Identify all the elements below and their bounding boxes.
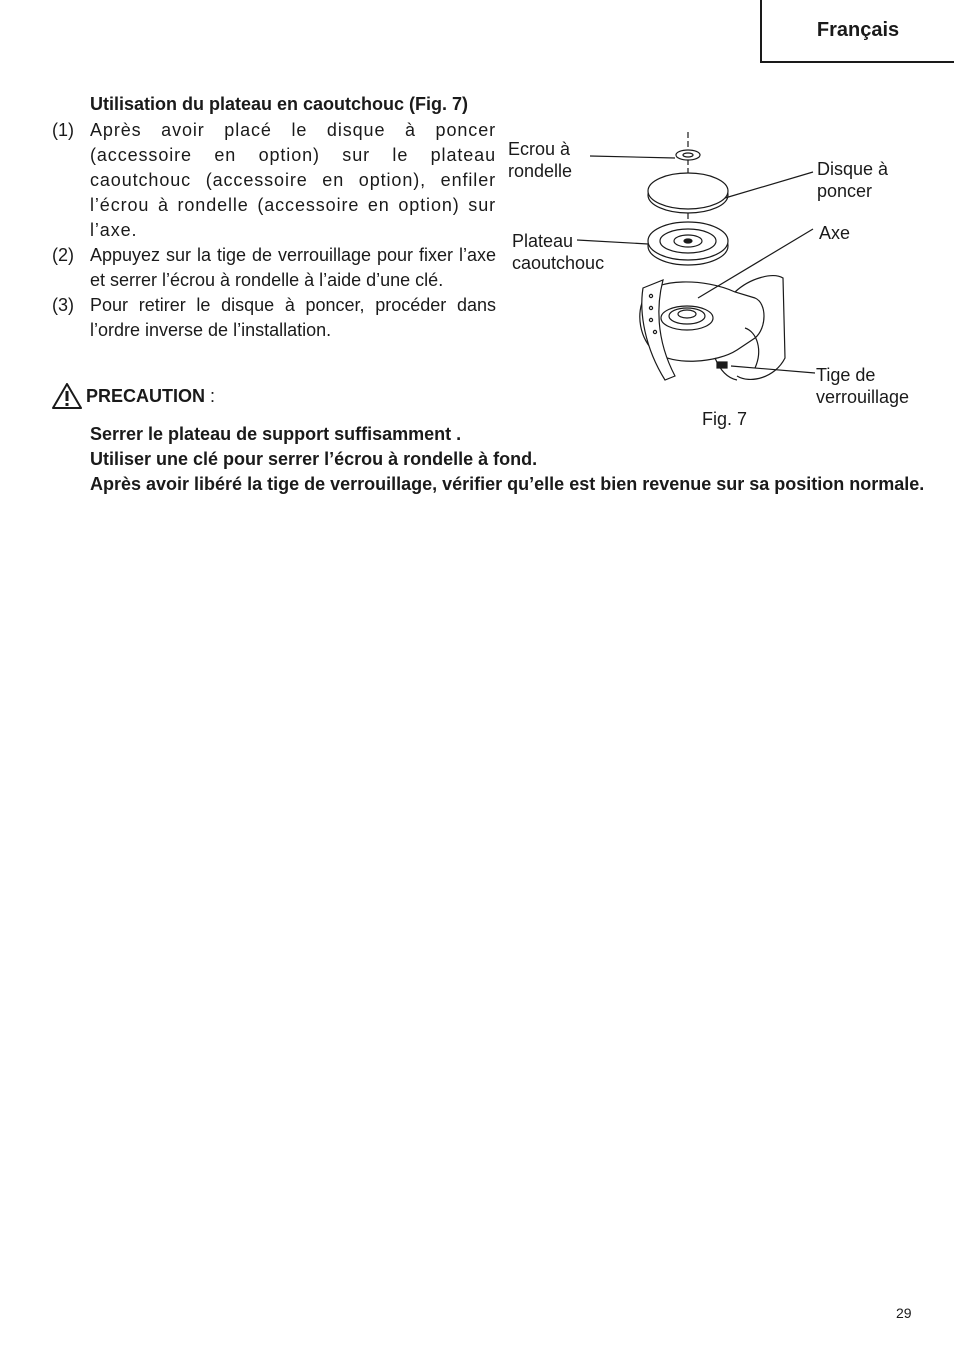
caution-line: Après avoir libéré la tige de verrouillage, vérifier qu’elle est bien revenue sur sa position normale. [90,474,925,494]
step-number: (1) [52,120,74,140]
label-ecrou: Ecrou à rondelle [508,139,573,181]
caution-body [90,422,930,497]
step-text: Pour retirer le disque à poncer, procéder dans l’ordre inverse de l’installation. [90,295,496,340]
step-text: Après avoir placé le disque à poncer (accessoire en option) sur le plateau caoutchouc (accessoire en option), enfiler l’écrou à rondelle (accessoire en option) sur l’axe. [90,120,496,240]
label-disque: Disque à poncer [817,159,889,201]
label-plateau: Plateau caoutchouc [512,231,605,273]
step-text: Appuyez sur la tige de verrouillage pour fixer l’axe et serrer l’écrou à rondelle à l’aide d’une clé. [90,245,496,290]
figure-7 [505,128,945,428]
caution-line: Serrer le plateau de support suffisamment . [90,424,462,444]
warning-icon [52,383,82,409]
step-2 [52,243,496,293]
caution-line: Utiliser une clé pour serrer l’écrou à rondelle à fond. [90,449,538,469]
step-3 [52,293,496,343]
step-number: (2) [52,245,74,265]
label-axe: Axe [819,223,851,243]
step-1 [52,118,496,243]
step-number: (3) [52,295,74,315]
figure-caption: Fig. 7 [702,409,748,429]
section-title: Utilisation du plateau en caoutchouc (Fig. 7) [90,94,469,114]
caution-heading [52,383,215,409]
language-tab: Français [760,0,954,63]
caution-colon: : [210,385,216,406]
caution-label: PRECAUTION [86,385,206,406]
label-tige: Tige de verrouillage [816,365,910,407]
page-number: 29 [896,1305,912,1321]
steps-list [52,118,496,343]
